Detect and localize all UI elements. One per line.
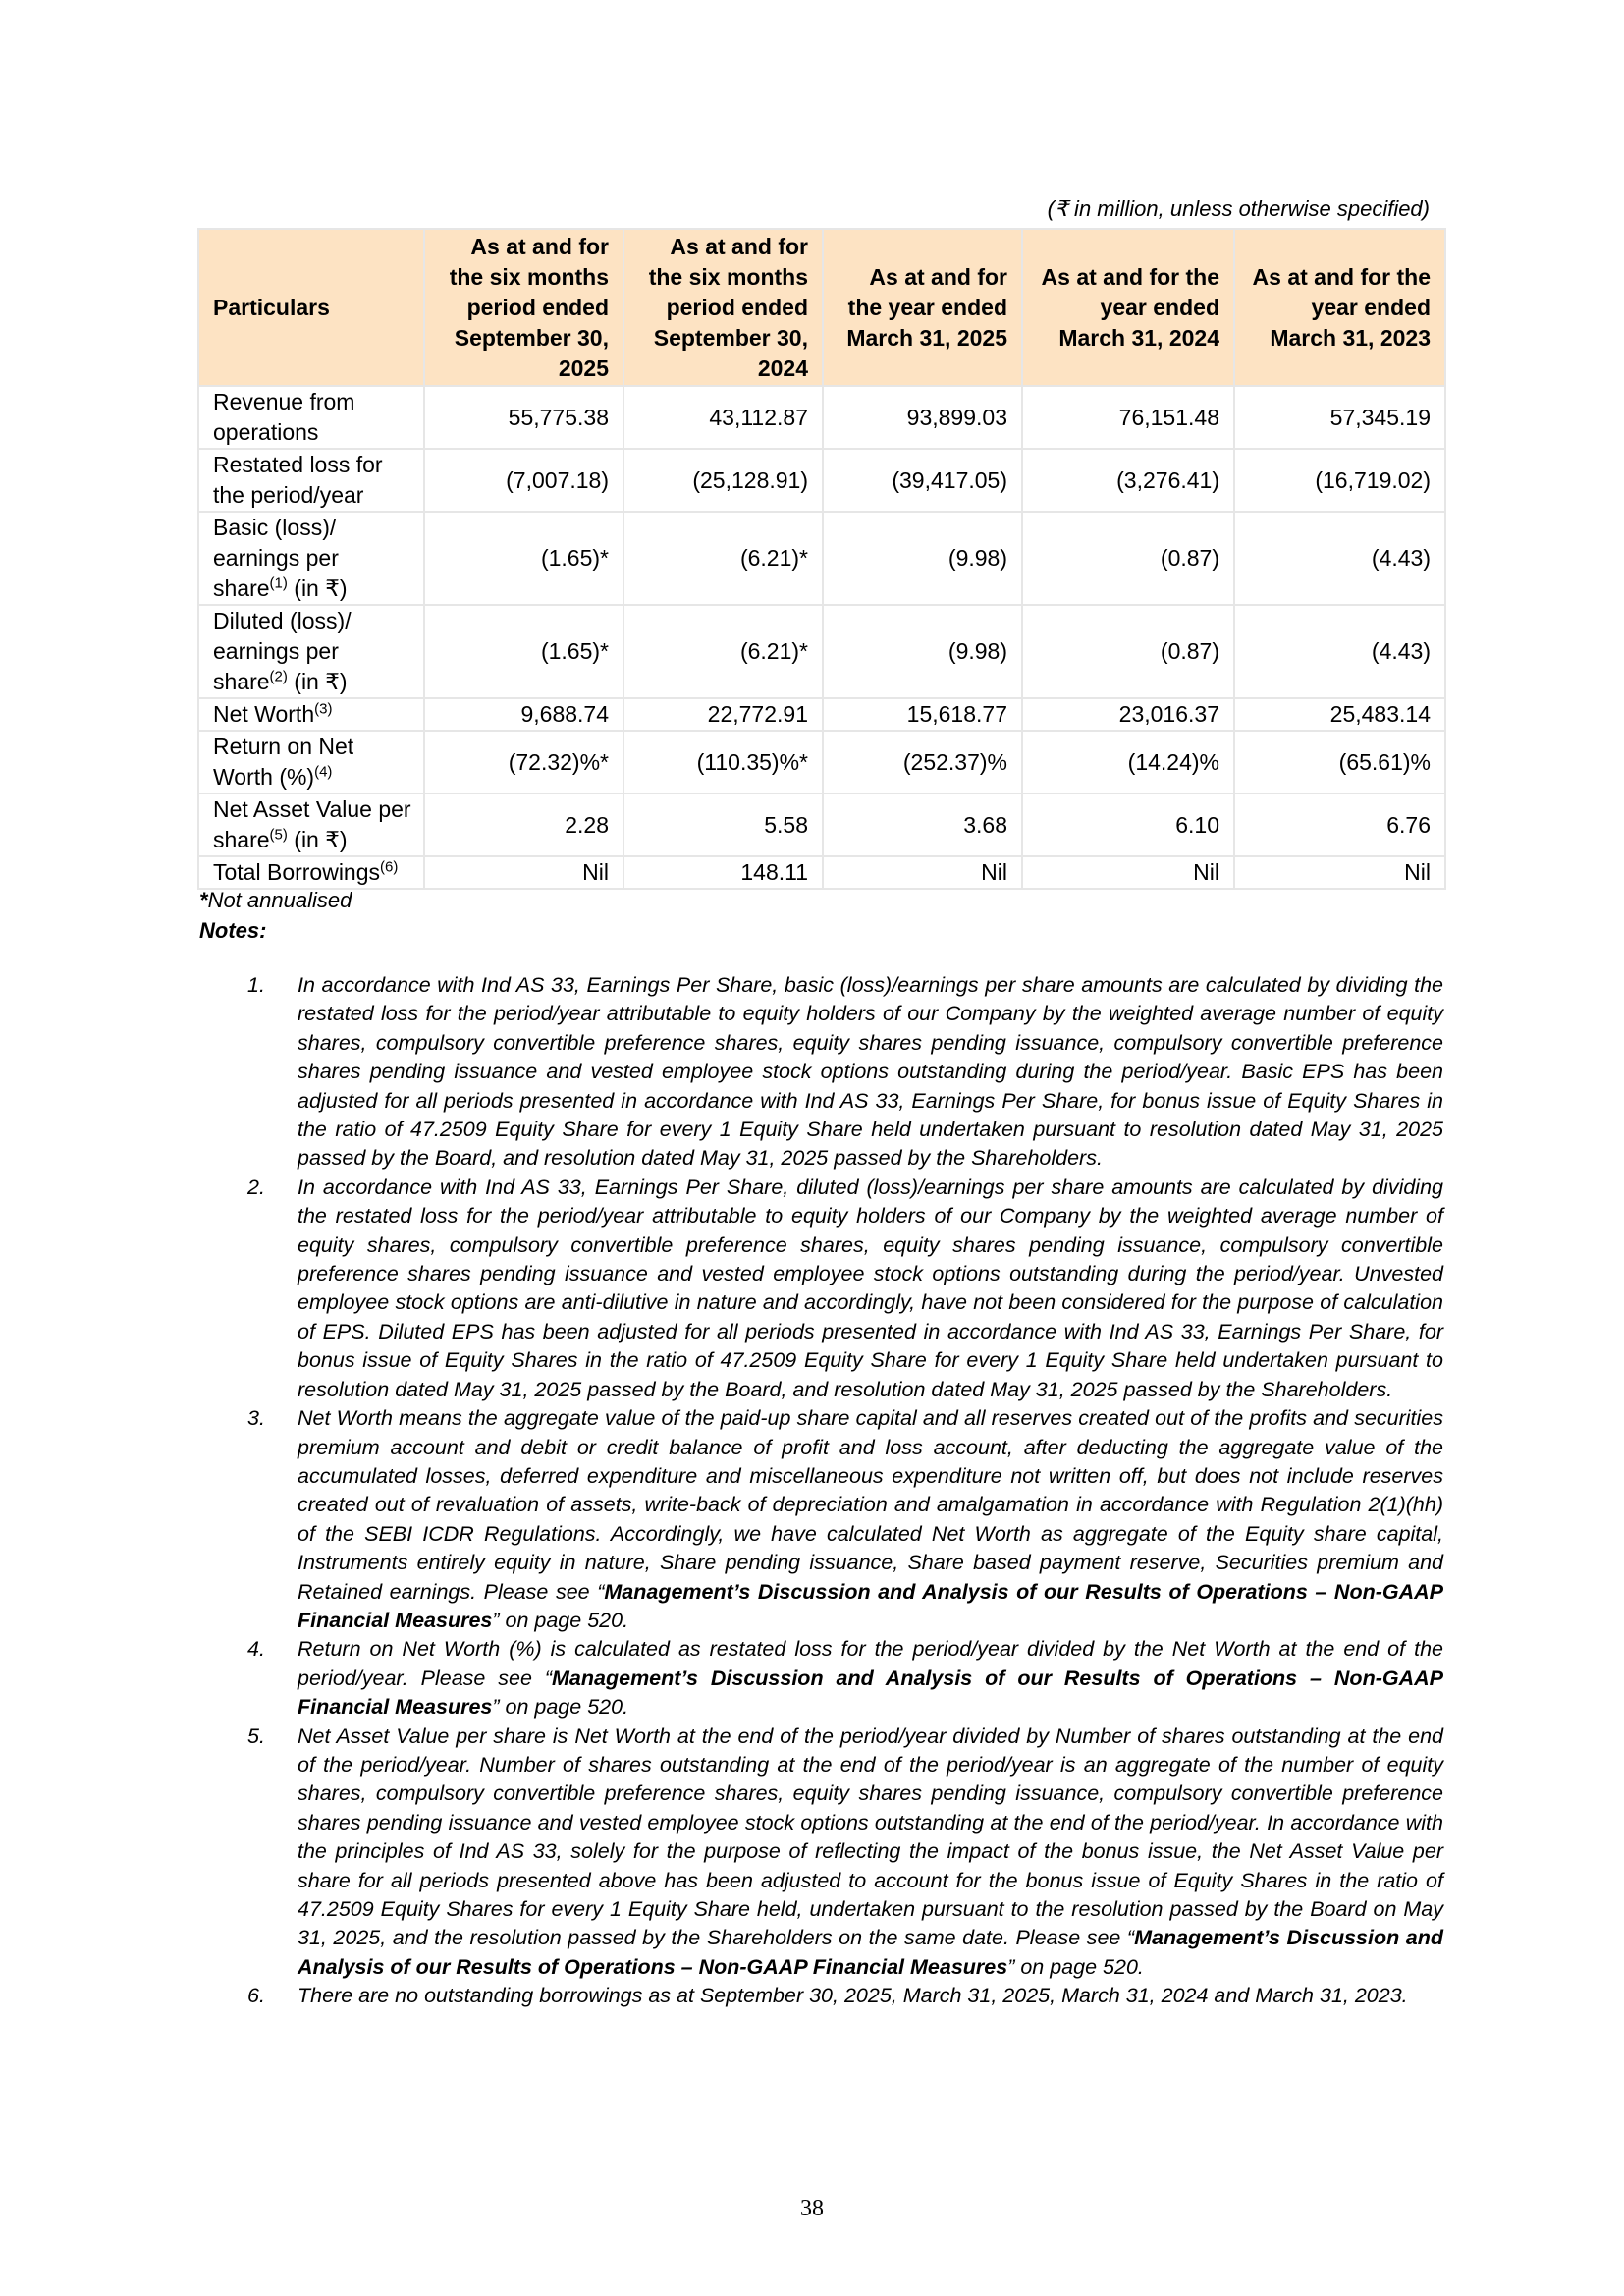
table-row — [198, 605, 1445, 698]
note-text-end: ” on page 520. — [1007, 1954, 1144, 1979]
table-cell: 76,151.48 — [1022, 386, 1234, 449]
table-cell: (3,276.41) — [1022, 449, 1234, 512]
table-cell: 57,345.19 — [1234, 386, 1445, 449]
table-cell: (6.21)* — [623, 605, 823, 698]
footnote-ref: (2) — [269, 668, 288, 685]
row-label-text: Net Asset Value per share — [213, 796, 411, 852]
not-annualised-text: Not annualised — [207, 888, 352, 912]
table-cell: 55,775.38 — [424, 386, 623, 449]
table-cell: 22,772.91 — [623, 698, 823, 731]
note-reference: Management’s Discussion and Analysis of our Results of Operations – Non-GAAP Financial Measures — [298, 1579, 1443, 1632]
row-label — [198, 605, 424, 698]
column-header: As at and for the year ended March 31, 2024 — [1022, 229, 1234, 386]
note-item — [198, 1404, 1443, 1635]
table-cell: 3.68 — [823, 793, 1022, 856]
note-item — [198, 1982, 1443, 2010]
column-header: Particulars — [198, 229, 424, 386]
note-text-end: ” on page 520. — [492, 1695, 629, 1720]
table-cell: (0.87) — [1022, 512, 1234, 605]
table-cell: (39,417.05) — [823, 449, 1022, 512]
table-cell: (110.35)%* — [623, 731, 823, 793]
table-cell: (25,128.91) — [623, 449, 823, 512]
table-row — [198, 449, 1445, 512]
note-text: Net Worth means the aggregate value of the paid-up share capital and all reserves created out of the profits and securities premium account and debit or credit balance of profit and loss account, after deducting the aggregate value of the accumulated losses, deferred expenditure and miscellaneous expenditure not written off, but does not include reserves created out of revaluation of assets, write-back of depreciation and amalgamation in accordance with Regulation 2(1)(hh) of the SEBI ICDR Regulations. Accordingly, we have calculated Net Worth as aggregate of the Equity share capital, Instruments entirely equity in nature, Share pending issuance, Share based payment reserve, Securities premium and Retained earnings. Please see “ — [298, 1406, 1443, 1604]
footnote-ref: (1) — [269, 574, 288, 592]
table-row — [198, 856, 1445, 889]
row-label-text: Revenue from operations — [213, 389, 355, 445]
table-body — [198, 386, 1445, 889]
table-cell: (7,007.18) — [424, 449, 623, 512]
row-label-text: Basic (loss)/ earnings per share — [213, 515, 339, 601]
table-header-row — [198, 229, 1445, 386]
unit-suffix: (in ₹) — [294, 827, 348, 852]
unit-suffix: (in ₹) — [294, 575, 348, 601]
not-annualised-footnote — [199, 888, 352, 913]
table-cell: 2.28 — [424, 793, 623, 856]
note-number: 5. — [247, 1723, 265, 1748]
column-header: As at and for the six months period ended September 30, 2024 — [623, 229, 823, 386]
row-label — [198, 386, 424, 449]
table-cell: (9.98) — [823, 512, 1022, 605]
column-header: As at and for the year ended March 31, 2023 — [1234, 229, 1445, 386]
note-item — [198, 1722, 1443, 1983]
note-number: 1. — [247, 973, 265, 997]
row-label — [198, 449, 424, 512]
table-row — [198, 386, 1445, 449]
footnote-ref: (4) — [314, 763, 333, 781]
row-label-text: Net Worth — [213, 701, 315, 727]
table-cell: (0.87) — [1022, 605, 1234, 698]
notes-heading: Notes: — [199, 918, 267, 943]
table-cell: 9,688.74 — [424, 698, 623, 731]
table-cell: 43,112.87 — [623, 386, 823, 449]
units-note: (₹ in million, unless otherwise specified) — [1047, 196, 1430, 221]
table-cell: 93,899.03 — [823, 386, 1022, 449]
table-row — [198, 793, 1445, 856]
note-item — [198, 971, 1443, 1174]
row-label-text: Return on Net Worth (%) — [213, 734, 354, 790]
note-text: Return on Net Worth (%) is calculated as restated loss for the period/year divided by the Net Worth at the end of the period/year. Please see “ — [298, 1637, 1443, 1690]
asterisk: * — [199, 888, 208, 912]
row-label — [198, 698, 424, 731]
row-label — [198, 793, 424, 856]
footnote-ref: (6) — [380, 858, 399, 876]
note-number: 6. — [247, 1984, 265, 2008]
table-cell: 15,618.77 — [823, 698, 1022, 731]
note-text: In accordance with Ind AS 33, Earnings Per Share, basic (loss)/earnings per share amounts are calculated by dividing the restated loss for the period/year attributable to equity holders of our Company by the weighted average number of equity shares, compulsory convertible preference shares, equity shares pending issuance, compulsory convertible preference shares pending issuance and vested employee stock options outstanding during the period/year. Basic EPS has been adjusted for all periods presented in accordance with Ind AS 33, Earnings Per Share, for bonus issue of Equity Shares in the ratio of 47.2509 Equity Share for every 1 Equity Share held undertaken pursuant to resolution dated May 31, 2025 passed by the Board, and resolution dated May 31, 2025 passed by the Shareholders. — [298, 973, 1443, 1171]
column-header: As at and for the year ended March 31, 2025 — [823, 229, 1022, 386]
financial-summary-table — [197, 228, 1446, 890]
table-cell: 23,016.37 — [1022, 698, 1234, 731]
note-number: 4. — [247, 1637, 265, 1662]
note-reference: Management’s Discussion and Analysis of our Results of Operations – Non-GAAP Financial Measures — [298, 1926, 1443, 1979]
table-row — [198, 512, 1445, 605]
row-label — [198, 512, 424, 605]
table-row — [198, 698, 1445, 731]
page-number: 38 — [800, 2196, 824, 2221]
notes-list — [198, 971, 1443, 2011]
table-cell: (72.32)%* — [424, 731, 623, 793]
row-label-text: Restated loss for the period/year — [213, 452, 383, 508]
table-cell: 148.11 — [623, 856, 823, 889]
table-cell: (6.21)* — [623, 512, 823, 605]
note-text: In accordance with Ind AS 33, Earnings Per Share, diluted (loss)/earnings per share amounts are calculated by dividing the restated loss for the period/year attributable to equity holders of our Company by the weighted average number of equity shares, compulsory convertible preference shares, equity shares pending issuance, compulsory convertible preference shares pending issuance and vested employee stock options outstanding during the period/year. Unvested employee stock options are anti-dilutive in nature and accordingly, have not been considered for the purpose of calculation of EPS. Diluted EPS has been adjusted for all periods presented in accordance with Ind AS 33, Earnings Per Share, for bonus issue of Equity Shares in the ratio of 47.2509 Equity Share for every 1 Equity Share held undertaken pursuant to resolution dated May 31, 2025 passed by the Board, and resolution dated May 31, 2025 passed by the Shareholders. — [298, 1175, 1443, 1401]
table-cell: Nil — [823, 856, 1022, 889]
table-cell: (14.24)% — [1022, 731, 1234, 793]
note-number: 3. — [247, 1406, 265, 1431]
row-label-text: Diluted (loss)/ earnings per share — [213, 608, 352, 694]
row-label-text: Total Borrowings — [213, 859, 381, 885]
table-cell: 6.10 — [1022, 793, 1234, 856]
note-item — [198, 1635, 1443, 1722]
table-cell: 6.76 — [1234, 793, 1445, 856]
table-cell: Nil — [1022, 856, 1234, 889]
table-cell: 5.58 — [623, 793, 823, 856]
table-cell: (9.98) — [823, 605, 1022, 698]
row-label — [198, 731, 424, 793]
table-cell: (1.65)* — [424, 512, 623, 605]
table-cell: 25,483.14 — [1234, 698, 1445, 731]
table-cell: (4.43) — [1234, 605, 1445, 698]
note-text-end: ” on page 520. — [492, 1608, 629, 1632]
note-text: Net Asset Value per share is Net Worth at the end of the period/year divided by Number of shares outstanding at the end of the period/year. Number of shares outstanding at the end of the period/year is an aggregate of the number of equity shares, compulsory convertible preference shares, equity shares pending issuance, compulsory convertible preference shares pending issuance and vested employee stock options outstanding at the end of the period/year. In accordance with the principles of Ind AS 33, solely for the purpose of reflecting the impact of the bonus issue, the Net Asset Value per share for all periods presented above has been adjusted to account for the bonus issue of Equity Shares in the ratio of 47.2509 Equity Shares for every 1 Equity Share held, undertaken pursuant to the resolution passed by the Board on May 31, 2025, and the resolution passed by the Shareholders on the same date. Please see “ — [298, 1723, 1443, 1950]
note-text: There are no outstanding borrowings as at September 30, 2025, March 31, 2025, March 31, 2024 and March 31, 2023. — [298, 1984, 1408, 2008]
footnote-ref: (5) — [269, 826, 288, 844]
note-number: 2. — [247, 1175, 265, 1199]
table-row — [198, 731, 1445, 793]
table-cell: (4.43) — [1234, 512, 1445, 605]
column-header: As at and for the six months period ended September 30, 2025 — [424, 229, 623, 386]
row-label — [198, 856, 424, 889]
note-item — [198, 1174, 1443, 1404]
table-cell: (252.37)% — [823, 731, 1022, 793]
footnote-ref: (3) — [314, 700, 333, 718]
table-cell: (16,719.02) — [1234, 449, 1445, 512]
table-cell: (1.65)* — [424, 605, 623, 698]
note-reference: Management’s Discussion and Analysis of our Results of Operations – Non-GAAP Financial Measures — [298, 1666, 1443, 1720]
unit-suffix: (in ₹) — [294, 669, 348, 694]
table-cell: (65.61)% — [1234, 731, 1445, 793]
table-cell: Nil — [1234, 856, 1445, 889]
table-cell: Nil — [424, 856, 623, 889]
